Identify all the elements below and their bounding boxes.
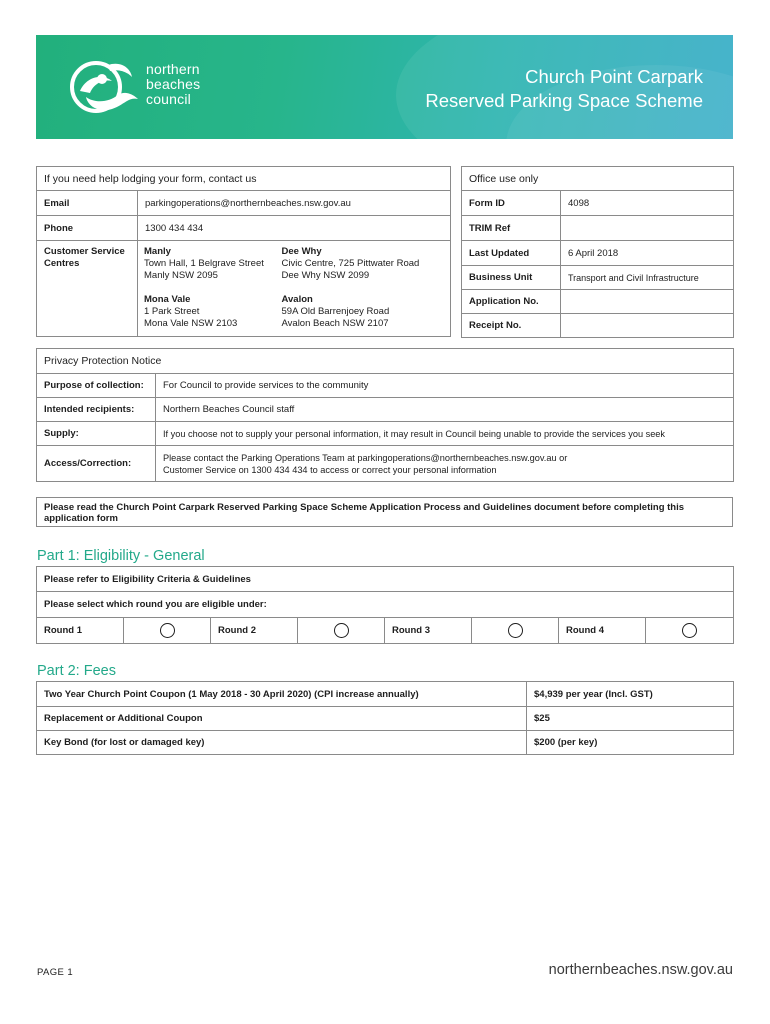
part2-title: Part 2: Fees bbox=[37, 663, 116, 679]
business-unit-value: Transport and Civil Infrastructure bbox=[561, 266, 734, 290]
receipt-no-field[interactable] bbox=[561, 314, 734, 338]
privacy-heading: Privacy Protection Notice bbox=[37, 349, 734, 374]
email-link[interactable] bbox=[138, 191, 451, 216]
application-no-field[interactable] bbox=[561, 290, 734, 314]
email-label: Email bbox=[37, 191, 138, 216]
round-1-label: Round 1 bbox=[37, 618, 124, 644]
centre-name: Avalon bbox=[281, 294, 313, 305]
email-value[interactable]: parkingoperations@northernbeaches.nsw.gov.au bbox=[145, 197, 351, 209]
business-unit-label: Business Unit bbox=[462, 266, 561, 290]
round-4-radio[interactable] bbox=[682, 623, 697, 638]
centre-address: 59A Old Barrenjoey Road bbox=[281, 306, 390, 317]
access-value bbox=[156, 446, 734, 482]
centre-address: Dee Why NSW 2099 bbox=[281, 270, 370, 281]
centres-col-right bbox=[278, 241, 451, 337]
round-4-label: Round 4 bbox=[559, 618, 646, 644]
centre-address: 1 Park Street bbox=[144, 306, 200, 317]
round-3-label: Round 3 bbox=[385, 618, 472, 644]
contact-table bbox=[36, 166, 451, 337]
round-1-radio[interactable] bbox=[160, 623, 175, 638]
phone-label: Phone bbox=[37, 216, 138, 241]
trim-ref-label: TRIM Ref bbox=[462, 216, 561, 241]
trim-ref-field[interactable] bbox=[561, 216, 734, 241]
supply-label: Supply: bbox=[37, 422, 156, 446]
receipt-no-label: Receipt No. bbox=[462, 314, 561, 338]
last-updated-value: 6 April 2018 bbox=[561, 241, 734, 266]
access-line: Please contact the Parking Operations Team at parkingoperations@northernbeaches.nsw.gov.au or bbox=[163, 452, 568, 463]
centre-name: Mona Vale bbox=[144, 294, 191, 305]
office-heading: Office use only bbox=[462, 167, 734, 191]
office-use-table bbox=[461, 166, 734, 338]
page-number: PAGE 1 bbox=[37, 967, 74, 978]
purpose-value: For Council to provide services to the community bbox=[156, 374, 734, 398]
round-4-cell bbox=[646, 618, 734, 644]
last-updated-label: Last Updated bbox=[462, 241, 561, 266]
fee-label: Replacement or Additional Coupon bbox=[37, 707, 527, 731]
application-no-label: Application No. bbox=[462, 290, 561, 314]
centre-address: Avalon Beach NSW 2107 bbox=[281, 318, 389, 329]
centre-address: Town Hall, 1 Belgrave Street bbox=[144, 258, 264, 269]
round-select-prompt: Please select which round you are eligible under: bbox=[37, 592, 734, 618]
form-id-label: Form ID bbox=[462, 191, 561, 216]
phone-value: 1300 434 434 bbox=[138, 216, 451, 241]
access-line: Customer Service on 1300 434 434 to access or correct your personal information bbox=[163, 464, 497, 475]
council-logo-icon bbox=[68, 57, 142, 117]
round-3-cell bbox=[472, 618, 559, 644]
header-banner bbox=[36, 35, 733, 139]
round-2-radio[interactable] bbox=[334, 623, 349, 638]
contact-heading: If you need help lodging your form, contact us bbox=[37, 167, 451, 191]
centre-address: Civic Centre, 725 Pittwater Road bbox=[281, 258, 420, 269]
fee-value: $200 (per key) bbox=[527, 731, 734, 755]
centre-name: Manly bbox=[144, 246, 171, 257]
centre-address: Manly NSW 2095 bbox=[144, 270, 218, 281]
supply-value: If you choose not to supply your personal information, it may result in Council being unable to provide the services you seek bbox=[156, 422, 734, 446]
recipients-label: Intended recipients: bbox=[37, 398, 156, 422]
fee-value: $4,939 per year (Incl. GST) bbox=[527, 682, 734, 707]
round-2-label: Round 2 bbox=[211, 618, 298, 644]
centres-label: Customer Service Centres bbox=[37, 241, 138, 337]
recipients-value: Northern Beaches Council staff bbox=[156, 398, 734, 422]
centre-address: Mona Vale NSW 2103 bbox=[144, 318, 238, 329]
website-link[interactable]: northernbeaches.nsw.gov.au bbox=[548, 962, 733, 978]
privacy-table bbox=[36, 348, 734, 482]
round-1-cell bbox=[124, 618, 211, 644]
centres-col-left bbox=[138, 241, 278, 337]
centre-name: Dee Why bbox=[281, 246, 322, 257]
form-id-value: 4098 bbox=[561, 191, 734, 216]
fees-table bbox=[36, 681, 734, 755]
access-label: Access/Correction: bbox=[37, 446, 156, 482]
eligibility-table bbox=[36, 566, 734, 644]
round-2-cell bbox=[298, 618, 385, 644]
fee-label: Two Year Church Point Coupon (1 May 2018 - 30 April 2020) (CPI increase annually) bbox=[37, 682, 527, 707]
guidelines-notice: Please read the Church Point Carpark Reserved Parking Space Scheme Application Process and Guidelines document before completing this application form bbox=[36, 497, 733, 527]
purpose-label: Purpose of collection: bbox=[37, 374, 156, 398]
council-logo-text: northern beaches council bbox=[146, 61, 201, 107]
fee-label: Key Bond (for lost or damaged key) bbox=[37, 731, 527, 755]
eligibility-criteria-note: Please refer to Eligibility Criteria & Guidelines bbox=[37, 567, 734, 592]
round-3-radio[interactable] bbox=[508, 623, 523, 638]
fee-value: $25 bbox=[527, 707, 734, 731]
page-title: Church Point Carpark Reserved Parking Space Scheme bbox=[425, 66, 703, 111]
part1-title: Part 1: Eligibility - General bbox=[37, 548, 205, 564]
